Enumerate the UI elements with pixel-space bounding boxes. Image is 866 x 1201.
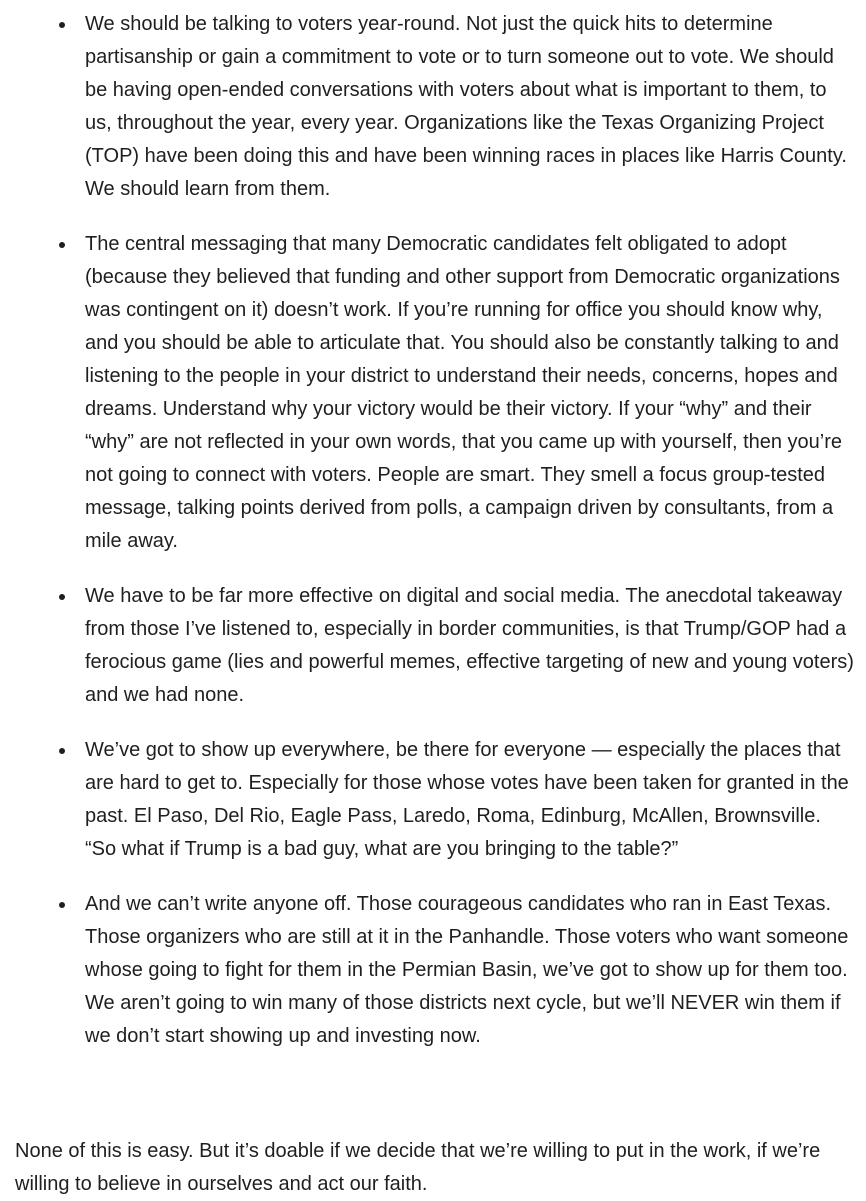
list-item	[0, 734, 866, 866]
list-item-text: And we can’t write anyone off. Those courageous candidates who ran in East Texas. Those organizers who are still at it in the Panhandle. Those voters who want someone whose going to fight for them in the Permian Basin, we’ve got to show up for them too. We aren’t going to win many of those districts next cycle, but we’ll NEVER win them if we don’t start showing up and investing now.	[85, 893, 849, 1047]
list-item	[0, 580, 866, 712]
bullet-dot-icon	[59, 748, 65, 754]
list-item-text: We should be talking to voters year-round. Not just the quick hits to determine partisanship or gain a commitment to vote or to turn someone out to vote. We should be having open-ended conversations with voters about what is important to them, to us, throughout the year, every year. Organizations like the Texas Organizing Project (TOP) have been doing this and have been winning races in places like Harris County. We should learn from them.	[85, 13, 847, 200]
bullet-dot-icon	[59, 594, 65, 600]
bullet-dot-icon	[59, 242, 65, 248]
list-item-text: We have to be far more effective on digital and social media. The anecdotal takeaway from those I’ve listened to, especially in border communities, is that Trump/GOP had a ferocious game (lies and powerful memes, effective targeting of new and young voters) and we had none.	[85, 585, 854, 706]
list-item-text: We’ve got to show up everywhere, be there for everyone — especially the places that are hard to get to. Especially for those whose votes have been taken for granted in the past. El Paso, Del Rio, Eagle Pass, Laredo, Roma, Edinburg, McAllen, Brownsville. “So what if Trump is a bad guy, what are you bringing to the table?”	[85, 739, 849, 860]
list-item	[0, 888, 866, 1053]
list-item	[0, 8, 866, 206]
list-item-text: The central messaging that many Democratic candidates felt obligated to adopt (because they believed that funding and other support from Democratic organizations was contingent on it) doesn’t work. If you’re running for office you should know why, and you should be able to articulate that. You should also be constantly talking to and listening to the people in your district to understand their needs, concerns, hopes and dreams. Understand why your victory would be their victory. If your “why” and their “why” are not reflected in your own words, that you came up with yourself, then you’re not going to connect with voters. People are smart. They smell a focus group-tested message, talking points derived from polls, a campaign driven by consultants, from a mile away.	[85, 233, 843, 552]
closing-paragraph: None of this is easy. But it’s doable if we decide that we’re willing to put in the work, if we’re willing to believe in ourselves and act our faith.	[15, 1140, 821, 1195]
bullet-list	[0, 8, 866, 1075]
list-item	[0, 228, 866, 558]
bullet-dot-icon	[59, 22, 65, 28]
bullet-dot-icon	[59, 902, 65, 908]
